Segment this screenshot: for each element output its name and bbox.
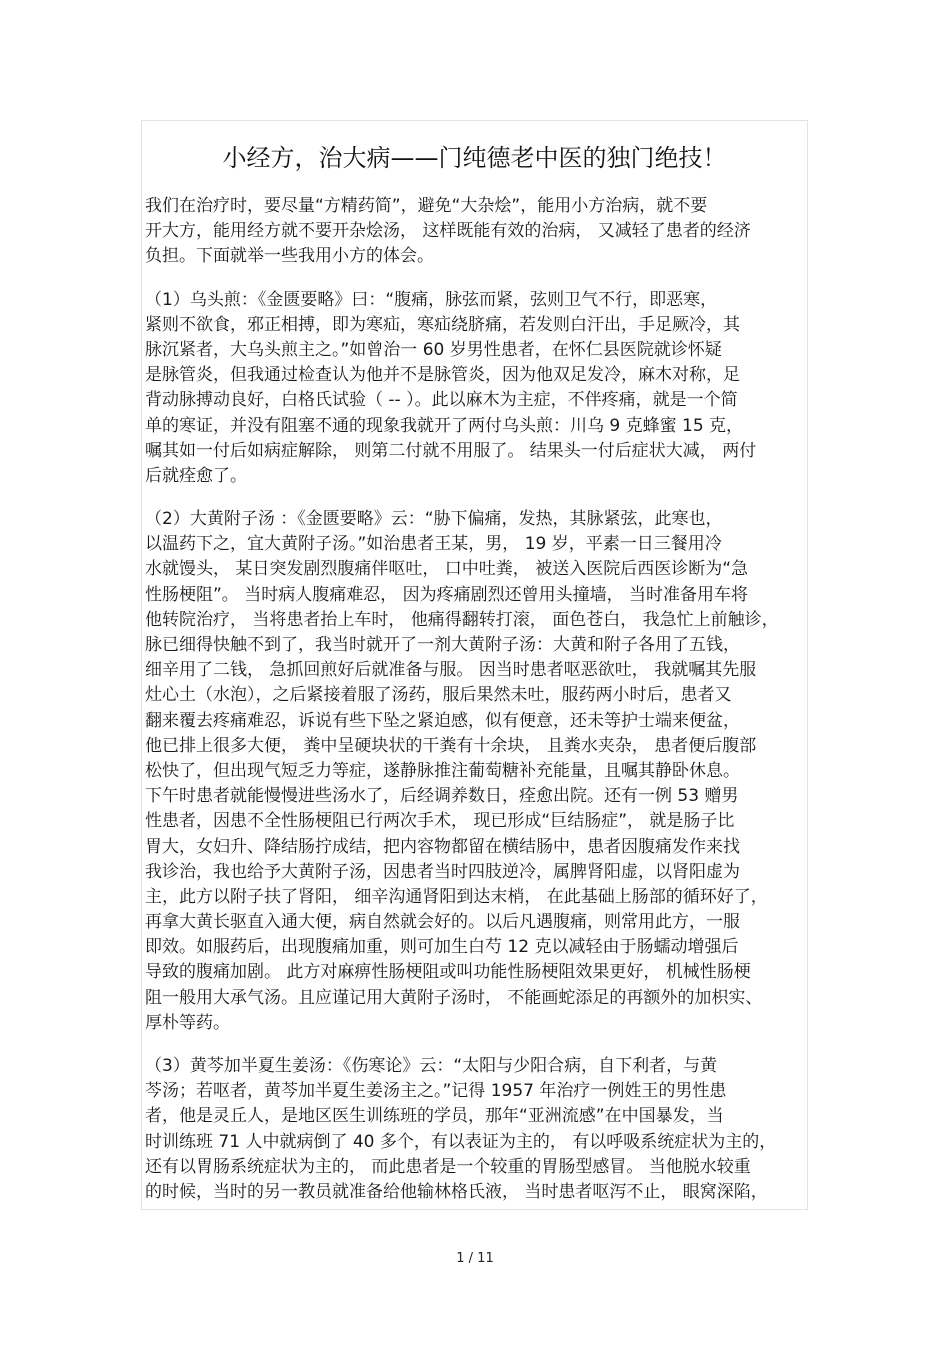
text-line: 我诊治，我也给予大黄附子汤，因患者当时四肢逆冷，属脾肾阳虚，以肾阳虚为: [145, 861, 740, 882]
text-line: 主，此方以附子扶了肾阳， 细辛沟通肾阳到达末梢， 在此基础上肠部的循环好了，: [145, 886, 768, 907]
text-line: 导致的腹痛加剧。 此方对麻痹性肠梗阻或叫功能性肠梗阻效果更好， 机械性肠梗: [145, 962, 751, 983]
text-line: 紧则不欲食，邪正相搏，即为寒疝，寒疝绕脐痛，若发则白汗出，手足厥冷，其: [145, 314, 740, 335]
text-line: （2）大黄附子汤 ：《金匮要略》云：“胁下偏痛，发热，其脉紧弦，此寒也，: [145, 509, 723, 530]
text-line: 芩汤；若呕者，黄芩加半夏生姜汤主之。”记得 1957 年治疗一例姓王的男性患: [145, 1081, 727, 1102]
text-line: 下午时患者就能慢慢进些汤水了，后经调养数日，痊愈出院。还有一例 53 赠男: [145, 786, 739, 807]
text-line: 细辛用了二钱， 急抓回煎好后就准备与服。 因当时患者呕恶欲吐， 我就嘱其先服: [145, 660, 757, 681]
text-line: 性患者，因患不全性肠梗阻已行两次手术， 现已形成“巨结肠症”， 就是肠子比: [145, 811, 735, 832]
text-line: 厚朴等药。: [145, 1012, 230, 1033]
text-line: 脉沉紧者，大乌头煎主之。”如曾治一 60 岁男性患者，在怀仁县医院就诊怀疑: [145, 339, 722, 360]
text-line: 负担。下面就举一些我用小方的体会。: [145, 246, 434, 267]
text-line: 他转院治疗， 当将患者抬上车时， 他痛得翻转打滚， 面色苍白， 我急忙上前触诊，: [145, 609, 779, 630]
text-line: 水就馒头， 某日突发剧烈腹痛伴呕吐， 口中吐粪， 被送入医院后西医诊断为“急: [145, 559, 749, 580]
document-body: [145, 194, 805, 1205]
text-line: 他已排上很多大便， 粪中呈硬块状的干粪有十余块， 且粪水夹杂， 患者便后腹部: [145, 735, 757, 756]
text-line: 时训练班 71 人中就病倒了 40 多个，有以表证为主的， 有以呼吸系统症状为主的，: [145, 1131, 777, 1152]
text-line: 我们在治疗时，要尽量“方精药简”，避免“大杂烩”，能用小方治病，就不要: [145, 196, 708, 216]
paragraph-dahuangfuzitang: [145, 507, 805, 1036]
document-title: 小经方，治大病——门纯德老中医的独门绝技！: [222, 144, 727, 172]
text-line: 翻来覆去疼痛难忍，诉说有些下坠之紧迫感，似有便意，还未等护士端来便盆，: [145, 710, 740, 731]
text-line: 灶心土（水泡），之后紧接着服了汤药，服后果然未吐，服药两小时后，患者又: [145, 685, 732, 706]
text-line: 还有以胃肠系统症状为主的， 而此患者是一个较重的胃肠型感冒。 当他脱水较重: [145, 1156, 751, 1177]
text-line: 的时候，当时的另一教员就准备给他输林格氏液， 当时患者呕泻不止， 眼窝深陷，: [145, 1181, 768, 1202]
text-line: 性肠梗阻”。 当时病人腹痛难忍， 因为疼痛剧烈还曾用头撞墙， 当时准备用车将: [145, 584, 749, 605]
text-line: 以温药下之，宜大黄附子汤。”如治患者王某，男， 19 岁，平素一日三餐用冷: [145, 534, 722, 555]
text-line: 开大方，能用经方就不要开杂烩汤， 这样既能有效的治病， 又减轻了患者的经济: [145, 221, 751, 242]
text-line: 阻一般用大承气汤。且应谨记用大黄附子汤时， 不能画蛇添足的再额外的加枳实、: [145, 987, 763, 1008]
text-line: 嘱其如一付后如病症解除， 则第二付就不用服了。 结果头一付后症状大减， 两付: [145, 440, 757, 461]
text-line: （3）黄芩加半夏生姜汤：《伤寒论》云：“太阳与少阳合病，自下利者，与黄: [145, 1056, 718, 1076]
text-line: 松快了，但出现气短乏力等症，遂静脉推注葡萄糖补充能量，且嘱其静卧休息。: [145, 760, 740, 781]
paragraph-intro: [145, 194, 805, 270]
text-line: 是脉管炎，但我通过检查认为他并不是脉管炎，因为他双足发冷，麻木对称，足: [145, 365, 740, 386]
text-line: 再拿大黄长驱直入通大便，病自然就会好的。以后凡遇腹痛，则常用此方，一服: [145, 912, 740, 933]
text-line: 者，他是灵丘人，是地区医生训练班的学员，那年“亚洲流感”在中国暴发，当: [145, 1106, 724, 1127]
text-line: 即效。如服药后，出现腹痛加重，则可加生白芍 12 克以减轻由于肠蠕动增强后: [145, 937, 739, 958]
text-line: 脉已细得快触不到了，我当时就开了一剂大黄附子汤：大黄和附子各用了五钱，: [145, 635, 740, 655]
text-line: 单的寒证，并没有阻塞不通的现象我就开了两付乌头煎：川乌 9 克蜂蜜 15 克，: [145, 415, 744, 436]
text-line: （1）乌头煎：《金匮要略》曰：“腹痛，脉弦而紧，弦则卫气不行，即恶寒，: [145, 289, 718, 310]
paragraph-huangqintang: [145, 1054, 805, 1205]
text-line: 背动脉搏动良好，白格氏试验（ -- ）。此以麻木为主症，不伴疼痛，就是一个简: [145, 390, 738, 411]
paragraph-wutoujian: [145, 288, 805, 490]
page-number: 1 / 11: [456, 1251, 494, 1266]
text-line: 胃大，女妇升、降结肠拧成结，把内容物都留在横结肠中，患者因腹痛发作来找: [145, 836, 740, 857]
text-line: 后就痊愈了。: [145, 465, 247, 486]
